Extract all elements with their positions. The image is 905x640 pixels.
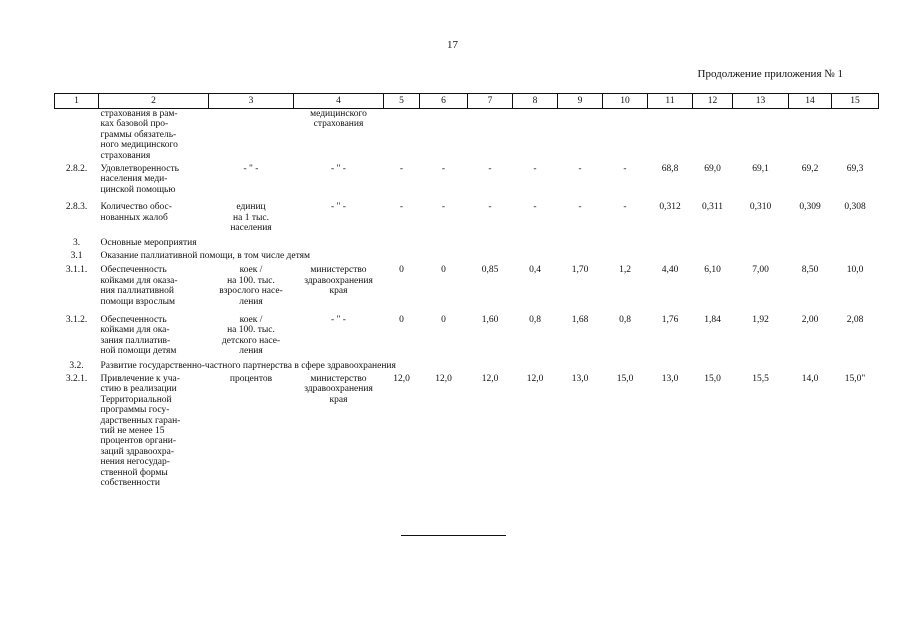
table-row bbox=[55, 202, 879, 233]
value-cell bbox=[648, 109, 693, 162]
section-row bbox=[55, 361, 879, 371]
value-cell bbox=[693, 109, 733, 162]
page-number: 17 bbox=[447, 39, 458, 51]
value-cell: 8,50 bbox=[801, 265, 819, 276]
value-cell: 1,60 bbox=[481, 314, 499, 325]
table-body bbox=[55, 109, 879, 492]
value-cell: 10,0 bbox=[846, 265, 864, 276]
responsible-cell: - " - bbox=[331, 164, 346, 175]
column-header: 3 bbox=[209, 94, 294, 109]
responsible-cell: - " - bbox=[331, 202, 346, 213]
indicator-name: Привлечение к уча- стию в реализации Территориальной программы госу- дарственных гаран- тий не менее 15 процентов органи- заций здравоохра- нения негосудар- ственной формы собственности bbox=[100, 373, 181, 488]
table-row bbox=[55, 109, 879, 162]
value-cell bbox=[603, 109, 648, 162]
value-cell: 2,00 bbox=[801, 314, 819, 325]
value-cell: 12,0 bbox=[435, 373, 452, 384]
column-header: 14 bbox=[789, 94, 832, 109]
value-cell: 0 bbox=[399, 265, 404, 276]
value-cell bbox=[733, 109, 789, 162]
value-cell: 0,309 bbox=[799, 202, 821, 213]
end-rule bbox=[401, 535, 506, 536]
unit-cell: единиц на 1 тыс. населения bbox=[230, 202, 272, 234]
item-number: 2.8.2. bbox=[65, 164, 88, 175]
table-row bbox=[55, 374, 879, 488]
section-row bbox=[55, 238, 879, 248]
value-cell: - bbox=[399, 164, 404, 175]
value-cell: 0 bbox=[441, 314, 446, 325]
value-cell bbox=[789, 109, 832, 162]
section-title: Развитие государственно-частного партнерства в сфере здравоохранения bbox=[100, 360, 396, 371]
responsible-cell: министерство здравоохранения края bbox=[304, 265, 373, 297]
indicator-name: Обеспеченность койками для оказа- ния паллиативной помощи взрослым bbox=[100, 265, 178, 307]
value-cell: 0 bbox=[399, 314, 404, 325]
value-cell: 68,8 bbox=[661, 164, 679, 175]
row-spacer bbox=[55, 195, 879, 202]
column-header: 12 bbox=[693, 94, 733, 109]
unit-cell bbox=[209, 109, 294, 162]
section-title: Оказание паллиативной помощи, в том числе детям bbox=[100, 250, 310, 261]
value-cell: 1,70 bbox=[571, 265, 589, 276]
indicators-table bbox=[54, 93, 879, 491]
column-header: 8 bbox=[513, 94, 558, 109]
value-cell: - bbox=[578, 164, 582, 175]
value-cell: 69,0 bbox=[704, 164, 721, 175]
value-cell: - bbox=[441, 164, 446, 175]
value-cell: 0,8 bbox=[619, 314, 631, 325]
unit-cell: процентов bbox=[229, 373, 273, 384]
column-header: 9 bbox=[558, 94, 603, 109]
unit-cell: коек / на 100. тыс. взрослого насе- ления bbox=[219, 265, 283, 307]
value-cell: 0,310 bbox=[749, 202, 772, 213]
value-cell bbox=[558, 109, 603, 162]
value-cell: 7,00 bbox=[752, 265, 769, 276]
table-row bbox=[55, 315, 879, 357]
value-cell: - bbox=[623, 202, 627, 213]
value-cell bbox=[420, 109, 468, 162]
value-cell: 15,0" bbox=[844, 373, 866, 384]
value-cell bbox=[832, 109, 879, 162]
value-cell: 15,5 bbox=[752, 373, 769, 384]
item-number bbox=[55, 109, 99, 162]
section-number: 3.2. bbox=[69, 360, 84, 371]
value-cell: 69,1 bbox=[752, 164, 769, 175]
value-cell: 1,84 bbox=[704, 314, 721, 325]
value-cell bbox=[384, 109, 420, 162]
value-cell: 15,0 bbox=[616, 373, 634, 384]
value-cell: - bbox=[578, 202, 582, 213]
value-cell: 0,8 bbox=[529, 314, 541, 325]
column-header: 10 bbox=[603, 94, 648, 109]
indicator-name: Удовлетворенность населения меди- цинской помощью bbox=[100, 164, 179, 195]
value-cell: 1,92 bbox=[752, 314, 769, 325]
column-header: 7 bbox=[468, 94, 513, 109]
row-spacer bbox=[55, 488, 879, 491]
section-number: 3. bbox=[72, 238, 81, 249]
value-cell: - bbox=[533, 202, 537, 213]
column-header: 6 bbox=[420, 94, 468, 109]
value-cell: 15,0 bbox=[704, 373, 721, 384]
column-header: 1 bbox=[55, 94, 99, 109]
value-cell: 0,312 bbox=[659, 202, 681, 213]
value-cell bbox=[468, 109, 513, 162]
value-cell: 0,85 bbox=[481, 265, 499, 276]
table-row bbox=[55, 265, 879, 307]
value-cell bbox=[513, 109, 558, 162]
value-cell: 0,4 bbox=[529, 265, 541, 276]
value-cell: 14,0 bbox=[801, 373, 819, 384]
item-number: 3.1.2. bbox=[65, 314, 88, 325]
value-cell: - bbox=[623, 164, 627, 175]
value-cell: 6,10 bbox=[704, 265, 721, 276]
value-cell: 12,0 bbox=[393, 373, 410, 384]
value-cell: 69,3 bbox=[846, 164, 864, 175]
responsible-cell: медицинского страхования bbox=[310, 109, 367, 130]
indicator-name: страхования в рам- ках базовой про- граммы обязатель- ного медицинского страхования bbox=[100, 109, 178, 161]
column-header: 11 bbox=[648, 94, 693, 109]
unit-cell: коек / на 100. тыс. детского насе- ления bbox=[221, 314, 281, 357]
value-cell: - bbox=[488, 164, 492, 175]
column-header: 4 bbox=[294, 94, 384, 109]
section-row bbox=[55, 251, 879, 261]
column-header: 15 bbox=[832, 94, 879, 109]
section-title: Основные мероприятия bbox=[100, 238, 197, 249]
value-cell: 2,08 bbox=[846, 314, 864, 325]
value-cell: - bbox=[441, 202, 446, 213]
responsible-cell: - " - bbox=[331, 314, 346, 325]
value-cell: 13,0 bbox=[571, 373, 589, 384]
column-header: 13 bbox=[733, 94, 789, 109]
row-spacer bbox=[55, 307, 879, 315]
value-cell: 13,0 bbox=[661, 373, 679, 384]
continuation-label: Продолжение приложения № 1 bbox=[697, 68, 843, 80]
item-number: 2.8.3. bbox=[65, 202, 88, 213]
value-cell: 0,308 bbox=[844, 202, 866, 213]
value-cell: 1,68 bbox=[571, 314, 589, 325]
value-cell: 1,76 bbox=[661, 314, 679, 325]
value-cell: 12,0 bbox=[526, 373, 544, 384]
value-cell: 4,40 bbox=[661, 265, 679, 276]
unit-cell: - " - bbox=[243, 164, 259, 175]
responsible-cell: министерство здравоохранения края bbox=[304, 373, 373, 405]
header-row bbox=[55, 94, 879, 109]
value-cell: 0,311 bbox=[701, 202, 724, 213]
column-header: 2 bbox=[99, 94, 209, 109]
value-cell: 12,0 bbox=[481, 373, 499, 384]
section-number: 3.1 bbox=[70, 250, 83, 261]
value-cell: 1,2 bbox=[619, 265, 631, 276]
indicator-name: Обеспеченность койками для ока- зания паллиатив- ной помощи детям bbox=[100, 314, 177, 357]
item-number: 3.1.1. bbox=[65, 265, 88, 276]
table-row bbox=[55, 164, 879, 195]
value-cell: 69,2 bbox=[801, 164, 819, 175]
value-cell: - bbox=[399, 202, 404, 213]
column-header: 5 bbox=[384, 94, 420, 109]
value-cell: - bbox=[488, 202, 492, 213]
indicator-name: Количество обос- нованных жалоб bbox=[100, 202, 172, 223]
value-cell: - bbox=[533, 164, 537, 175]
value-cell: 0 bbox=[441, 265, 446, 276]
item-number: 3.2.1. bbox=[65, 373, 88, 384]
